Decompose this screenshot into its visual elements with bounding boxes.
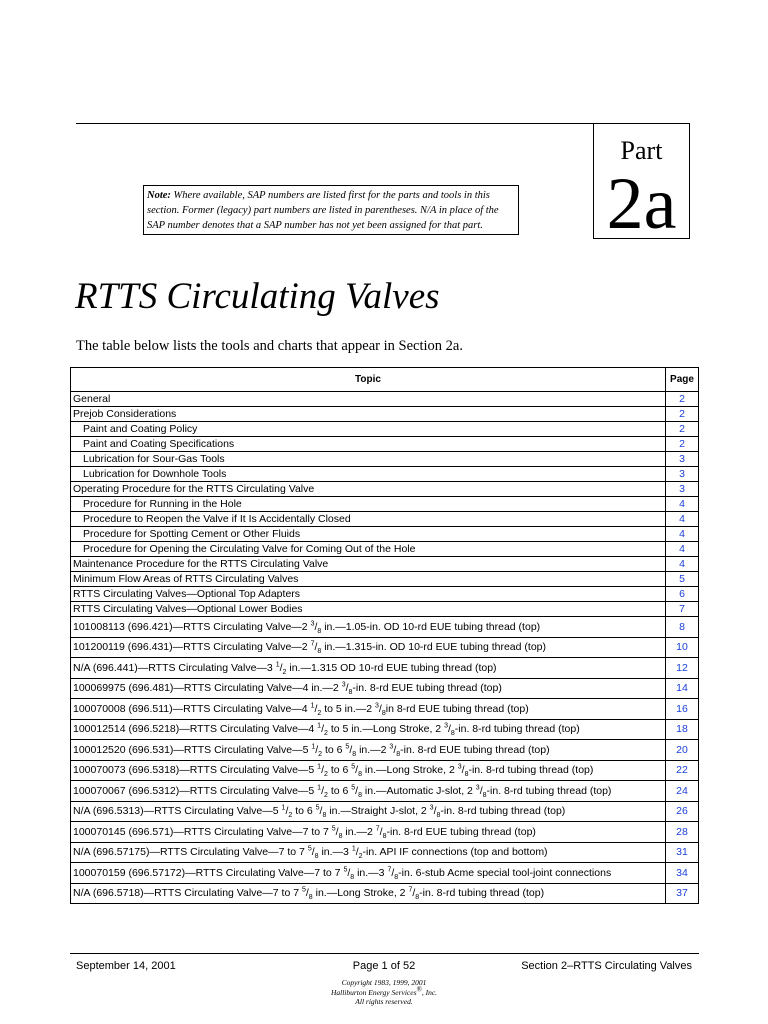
page-link[interactable]: 6 bbox=[666, 587, 699, 602]
topic-text: 100070067 (696.5312)—RTTS Circulating Valve—5 bbox=[73, 784, 318, 797]
fraction-numerator: 1 bbox=[311, 743, 316, 751]
fraction-denominator: 8 bbox=[317, 648, 322, 656]
topic-text: -in. API IF connections (top and bottom) bbox=[362, 846, 548, 859]
table-row bbox=[71, 863, 699, 884]
fraction-numerator: 5 bbox=[307, 845, 312, 853]
page-link[interactable]: 24 bbox=[666, 781, 699, 802]
fraction-denominator: 2 bbox=[288, 812, 293, 820]
fraction-numerator: 1 bbox=[317, 722, 322, 730]
table-row bbox=[71, 617, 699, 638]
fraction-numerator: 5 bbox=[331, 825, 336, 833]
fraction-denominator: 8 bbox=[436, 812, 441, 820]
page-link[interactable]: 4 bbox=[666, 542, 699, 557]
fraction-denominator: 8 bbox=[382, 832, 387, 840]
copyright-line-2 bbox=[0, 985, 768, 998]
topic-text: N/A (696.57175)—RTTS Circulating Valve—7 to 7 bbox=[73, 846, 308, 859]
topic-cell: N/A (696.5718)—RTTS Circulating Valve—7 to 7 $^5/_8$ in.—Long Stroke, 2 $^7/_8-in$. 8-rd tubing thread (top) bbox=[71, 883, 666, 904]
fraction-numerator: 5 bbox=[351, 763, 356, 771]
topic-cell bbox=[71, 392, 666, 407]
fraction-denominator: 8 bbox=[482, 791, 487, 799]
intro-text: The table below lists the tools and charts that appear in Section 2a. bbox=[76, 338, 463, 354]
note-box bbox=[143, 185, 519, 235]
table-row bbox=[71, 557, 699, 572]
fraction-denominator: 8 bbox=[358, 771, 362, 779]
page-link[interactable]: 4 bbox=[666, 512, 699, 527]
copyright bbox=[0, 978, 768, 1007]
table-row bbox=[71, 452, 699, 467]
topic-cell: 100069975 (696.481)—RTTS Circulating Valve—4 in.—2 $^3/_8-in$. 8-rd EUE tubing thread (top) bbox=[71, 678, 666, 699]
topic-text: in.—1.315 OD 10-rd EUE tubing thread (top) bbox=[286, 661, 497, 674]
topic-text: in 8-rd EUE tubing thread (top) bbox=[385, 702, 529, 715]
table-body bbox=[71, 392, 699, 904]
topic-cell bbox=[71, 587, 666, 602]
page-link[interactable]: 2 bbox=[666, 437, 699, 452]
topic-cell: 100070067 (696.5312)—RTTS Circulating Valve—5 $^1/_2$ to 6 $^5/_8$ in.—Automatic J-slot, 2 $^3/_8-in$. 8-rd tubing thread (top) bbox=[71, 781, 666, 802]
topic-cell: 100070159 (696.57172)—RTTS Circulating Valve—7 to 7 $^5/_8$ in.—3 $^7/_8-in$. 6-stub Acme special tool-joint connections bbox=[71, 863, 666, 884]
topic-cell: N/A (696.441)—RTTS Circulating Valve—3 $^1/_2$ in.—1.315 OD 10-rd EUE tubing thread (top) bbox=[71, 658, 666, 679]
topic-text: 100070073 (696.5318)—RTTS Circulating Valve—5 bbox=[73, 764, 318, 777]
table-row bbox=[71, 842, 699, 863]
fraction-numerator: 5 bbox=[315, 804, 320, 812]
page-link[interactable]: 22 bbox=[666, 760, 699, 781]
fraction-numerator: 1 bbox=[281, 804, 286, 812]
page-link[interactable]: 18 bbox=[666, 719, 699, 740]
table-row bbox=[71, 602, 699, 617]
page-header: Page bbox=[666, 368, 699, 392]
fraction-numerator: 1 bbox=[351, 845, 356, 853]
topic-cell bbox=[71, 482, 666, 497]
fraction-denominator: 8 bbox=[308, 894, 313, 902]
table-row bbox=[71, 482, 699, 497]
table-row bbox=[71, 822, 699, 843]
topic-text: to 6 bbox=[322, 743, 346, 756]
fraction-denominator: 2 bbox=[282, 668, 287, 676]
fraction-numerator: 1 bbox=[310, 702, 315, 710]
fraction-numerator: 3 bbox=[475, 784, 480, 792]
topic-cell bbox=[71, 452, 666, 467]
fraction-denominator: 2 bbox=[324, 771, 328, 779]
topic-text: in.—Long Stroke, 2 bbox=[362, 764, 458, 777]
table-row bbox=[71, 699, 699, 720]
copyright-company: Halliburton Energy Services bbox=[330, 987, 417, 997]
topic-text: -in. 8-rd EUE tubing thread (top) bbox=[386, 825, 536, 838]
topic-text: in.—2 bbox=[342, 825, 376, 838]
page-link[interactable]: 2 bbox=[666, 392, 699, 407]
page-link[interactable]: 37 bbox=[666, 883, 699, 904]
topic-text: Procedure for Running in the Hole bbox=[83, 498, 242, 510]
page-link[interactable]: 4 bbox=[666, 497, 699, 512]
table-row bbox=[71, 740, 699, 761]
topic-text: in.—1.05-in. OD 10-rd EUE tubing thread (top) bbox=[321, 620, 541, 633]
page-link[interactable]: 28 bbox=[666, 822, 699, 843]
topic-text: Minimum Flow Areas of RTTS Circulating Valves bbox=[73, 573, 299, 585]
page-link[interactable]: 20 bbox=[666, 740, 699, 761]
fraction-denominator: 8 bbox=[348, 689, 353, 697]
topic-header: Topic bbox=[71, 368, 666, 392]
page-link[interactable]: 4 bbox=[666, 557, 699, 572]
fraction-denominator: 8 bbox=[450, 730, 455, 738]
part-box bbox=[593, 123, 690, 245]
topic-cell: 100012520 (696.531)—RTTS Circulating Valve—5 $^1/_2$ to 6 $^5/_8$ in.—2 $^3/_8-in$. 8-rd EUE tubing thread (top) bbox=[71, 740, 666, 761]
fraction-numerator: 5 bbox=[343, 866, 348, 874]
table-row bbox=[71, 407, 699, 422]
topic-text: Operating Procedure for the RTTS Circulating Valve bbox=[73, 483, 315, 495]
topic-text: in.—Long Stroke, 2 bbox=[312, 887, 409, 900]
fraction-numerator: 3 bbox=[310, 620, 315, 628]
table-row bbox=[71, 437, 699, 452]
page-link[interactable]: 3 bbox=[666, 452, 699, 467]
fraction-numerator: 7 bbox=[375, 825, 380, 833]
table-row bbox=[71, 801, 699, 822]
topic-cell: 101200119 (696.431)—RTTS Circulating Valve—2 $^7/_8$ in.—1.315-in. OD 10-rd EUE tubing thread (top) bbox=[71, 637, 666, 658]
topic-text: -in. 8-rd tubing thread (top) bbox=[468, 764, 594, 777]
topic-cell bbox=[71, 542, 666, 557]
topic-text: 100070008 (696.511)—RTTS Circulating Valve—4 bbox=[73, 702, 311, 715]
topic-text: 100070159 (696.57172)—RTTS Circulating Valve—7 to 7 bbox=[73, 866, 344, 879]
topic-text: 101200119 (696.431)—RTTS Circulating Valve—2 bbox=[73, 641, 311, 654]
note-text: Where available, SAP numbers are listed first for the parts and tools in this section. Former (legacy) part numbers are listed in parentheses. N/A in place of the SAP number denotes that a SAP number has not yet been assigned for that part. bbox=[147, 190, 499, 231]
topic-text: -in. 8-rd tubing thread (top) bbox=[454, 723, 580, 736]
page-link[interactable]: 3 bbox=[666, 482, 699, 497]
page-link[interactable]: 7 bbox=[666, 602, 699, 617]
table-row bbox=[71, 497, 699, 512]
fraction-numerator: 7 bbox=[387, 866, 392, 874]
fraction-denominator: 8 bbox=[352, 750, 357, 758]
topic-text: in.—Straight J-slot, 2 bbox=[326, 805, 430, 818]
note-lead: Note: bbox=[147, 190, 171, 201]
topic-text: to 5 in.—2 bbox=[321, 702, 375, 715]
topic-text: Procedure for Spotting Cement or Other Fluids bbox=[83, 528, 301, 540]
table-row bbox=[71, 392, 699, 407]
page-link[interactable]: 14 bbox=[666, 678, 699, 699]
fraction-numerator: 5 bbox=[351, 784, 356, 792]
topic-text: 101008113 (696.421)—RTTS Circulating Valve—2 bbox=[73, 620, 311, 633]
topic-cell bbox=[71, 422, 666, 437]
top-rule bbox=[76, 123, 594, 124]
topic-text: N/A (696.441)—RTTS Circulating Valve—3 bbox=[73, 661, 276, 674]
fraction-numerator: 3 bbox=[429, 804, 434, 812]
fraction-numerator: 3 bbox=[389, 743, 394, 751]
table-row bbox=[71, 467, 699, 482]
table-row bbox=[71, 760, 699, 781]
topic-text: 100069975 (696.481)—RTTS Circulating Valve—4 in.—2 bbox=[73, 682, 342, 695]
table-row bbox=[71, 422, 699, 437]
page-link[interactable]: 2 bbox=[666, 422, 699, 437]
topic-text: Prejob Considerations bbox=[73, 408, 177, 420]
fraction-numerator: 1 bbox=[317, 763, 322, 771]
topic-text: Procedure for Opening the Circulating Valve for Coming Out of the Hole bbox=[83, 543, 416, 555]
page-link[interactable]: 34 bbox=[666, 863, 699, 884]
topic-text: Lubrication for Downhole Tools bbox=[83, 468, 227, 480]
topic-text: RTTS Circulating Valves—Optional Lower Bodies bbox=[73, 603, 303, 615]
table-row bbox=[71, 572, 699, 587]
table-header-row bbox=[71, 368, 699, 392]
topic-cell: 100070008 (696.511)—RTTS Circulating Valve—4 $^1/_2$ to 5 in.—2 $^3/_8in$ 8-rd EUE tubing thread (top) bbox=[71, 699, 666, 720]
fraction-numerator: 3 bbox=[341, 681, 346, 689]
topic-text: N/A (696.5313)—RTTS Circulating Valve—5 bbox=[73, 805, 282, 818]
page-link[interactable]: 4 bbox=[666, 527, 699, 542]
topic-cell: 100070145 (696.571)—RTTS Circulating Valve—7 to 7 $^5/_8$ in.—2 $^7/_8-in$. 8-rd EUE tubing thread (top) bbox=[71, 822, 666, 843]
page-link[interactable]: 8 bbox=[666, 617, 699, 638]
topic-cell bbox=[71, 527, 666, 542]
table-row bbox=[71, 527, 699, 542]
table-row bbox=[71, 512, 699, 527]
fraction-denominator: 2 bbox=[324, 791, 328, 799]
topic-text: in.—2 bbox=[356, 743, 390, 756]
topic-cell: 101008113 (696.421)—RTTS Circulating Valve—2 $^3/_8$ in.—1.05-in. OD 10-rd EUE tubing thread (top) bbox=[71, 617, 666, 638]
registered-mark: ® bbox=[416, 985, 422, 993]
topic-cell bbox=[71, 602, 666, 617]
topic-text: to 5 in.—Long Stroke, 2 bbox=[327, 723, 445, 736]
fraction-denominator: 8 bbox=[314, 853, 319, 861]
fraction-numerator: 3 bbox=[375, 702, 379, 710]
topic-cell: N/A (696.57175)—RTTS Circulating Valve—7 to 7 $^5/_8$ in.—3 $^1/_2-in$. API IF connections (top and bottom) bbox=[71, 842, 666, 863]
copyright-suffix: , Inc. bbox=[421, 987, 438, 997]
fraction-denominator: 8 bbox=[350, 873, 355, 881]
copyright-line-1: Copyright 1983, 1999, 2001 bbox=[341, 978, 427, 987]
topic-text: Paint and Coating Specifications bbox=[83, 438, 235, 450]
table-row bbox=[71, 658, 699, 679]
topic-text: -in. 8-rd tubing thread (top) bbox=[419, 887, 545, 900]
topic-text: -in. 8-rd EUE tubing thread (top) bbox=[400, 743, 550, 756]
fraction-numerator: 3 bbox=[444, 722, 448, 730]
footer-section: Section 2–RTTS Circulating Valves bbox=[521, 960, 692, 972]
topic-text: Maintenance Procedure for the RTTS Circulating Valve bbox=[73, 558, 329, 570]
table-row bbox=[71, 587, 699, 602]
fraction-numerator: 5 bbox=[345, 743, 350, 751]
table-row bbox=[71, 542, 699, 557]
fraction-denominator: 8 bbox=[381, 709, 386, 717]
topic-cell bbox=[71, 557, 666, 572]
topic-text: Lubrication for Sour-Gas Tools bbox=[83, 453, 225, 465]
page-link[interactable]: 5 bbox=[666, 572, 699, 587]
table-row bbox=[71, 883, 699, 904]
topic-cell bbox=[71, 437, 666, 452]
topic-text: -in. 8-rd EUE tubing thread (top) bbox=[352, 682, 502, 695]
topic-text: -in. 8-rd tubing thread (top) bbox=[440, 805, 566, 818]
table-row bbox=[71, 781, 699, 802]
topic-text: in.—1.315-in. OD 10-rd EUE tubing thread (top) bbox=[321, 641, 546, 654]
topic-cell: N/A (696.5313)—RTTS Circulating Valve—5 $^1/_2$ to 6 $^5/_8$ in.—Straight J-slot, 2 $^3/_8-in$. 8-rd tubing thread (top) bbox=[71, 801, 666, 822]
copyright-line-3: All rights reserved. bbox=[355, 997, 413, 1006]
topic-text: Paint and Coating Policy bbox=[83, 423, 198, 435]
fraction-denominator: 8 bbox=[464, 771, 469, 779]
fraction-denominator: 8 bbox=[415, 894, 420, 902]
topic-cell bbox=[71, 497, 666, 512]
page-link[interactable]: 2 bbox=[666, 407, 699, 422]
table-row bbox=[71, 678, 699, 699]
fraction-numerator: 1 bbox=[317, 784, 322, 792]
page-title: RTTS Circulating Valves bbox=[75, 276, 440, 317]
topic-table bbox=[70, 367, 699, 904]
fraction-denominator: 8 bbox=[322, 812, 327, 820]
topic-text: 100012514 (696.5218)—RTTS Circulating Valve—4 bbox=[73, 723, 318, 736]
topic-text: N/A (696.5718)—RTTS Circulating Valve—7 to 7 bbox=[73, 887, 302, 900]
part-label: Part bbox=[620, 136, 663, 165]
fraction-numerator: 1 bbox=[275, 661, 280, 669]
fraction-numerator: 3 bbox=[457, 763, 462, 771]
footer-date: September 14, 2001 bbox=[76, 960, 176, 972]
table-row bbox=[71, 637, 699, 658]
fraction-denominator: 8 bbox=[396, 750, 401, 758]
page-link[interactable]: 16 bbox=[666, 699, 699, 720]
topic-text: -in. 8-rd tubing thread (top) bbox=[486, 784, 612, 797]
fraction-numerator: 7 bbox=[310, 640, 315, 648]
topic-cell: 100012514 (696.5218)—RTTS Circulating Valve—4 $^1/_2$ to 5 in.—Long Stroke, 2 $^3/_8-in$. 8-rd tubing thread (top) bbox=[71, 719, 666, 740]
topic-cell: 100070073 (696.5318)—RTTS Circulating Valve—5 $^1/_2$ to 6 $^5/_8$ in.—Long Stroke, 2 $^3/_8-in$. 8-rd tubing thread (top) bbox=[71, 760, 666, 781]
topic-cell bbox=[71, 407, 666, 422]
footer-page-number: Page 1 of 52 bbox=[352, 960, 416, 972]
topic-text: to 6 bbox=[327, 764, 352, 777]
page-link[interactable]: 31 bbox=[666, 842, 699, 863]
topic-text: RTTS Circulating Valves—Optional Top Adapters bbox=[73, 588, 301, 600]
topic-text: to 6 bbox=[292, 805, 316, 818]
fraction-denominator: 2 bbox=[317, 709, 322, 717]
page-link[interactable]: 10 bbox=[666, 637, 699, 658]
fraction-denominator: 8 bbox=[338, 832, 343, 840]
topic-cell bbox=[71, 572, 666, 587]
topic-text: -in. 6-stub Acme special tool-joint connections bbox=[398, 866, 612, 879]
fraction-denominator: 8 bbox=[394, 873, 399, 881]
page-link[interactable]: 3 bbox=[666, 467, 699, 482]
topic-text: in.—3 bbox=[354, 866, 388, 879]
topic-text: in.—Automatic J-slot, 2 bbox=[362, 784, 476, 797]
fraction-denominator: 2 bbox=[324, 730, 328, 738]
page-link[interactable]: 26 bbox=[666, 801, 699, 822]
fraction-denominator: 8 bbox=[317, 627, 322, 635]
topic-cell bbox=[71, 467, 666, 482]
topic-text: General bbox=[73, 393, 111, 405]
fraction-numerator: 7 bbox=[408, 886, 413, 894]
topic-text: in.—3 bbox=[318, 846, 352, 859]
page-link[interactable]: 12 bbox=[666, 658, 699, 679]
footer-rule bbox=[70, 953, 699, 954]
topic-text: to 6 bbox=[327, 784, 352, 797]
topic-text: 100012520 (696.531)—RTTS Circulating Valve—5 bbox=[73, 743, 312, 756]
fraction-denominator: 2 bbox=[358, 853, 363, 861]
part-number: 2a bbox=[606, 163, 677, 245]
fraction-numerator: 5 bbox=[301, 886, 306, 894]
fraction-denominator: 2 bbox=[318, 750, 323, 758]
topic-text: Procedure to Reopen the Valve if It Is Accidentally Closed bbox=[83, 513, 351, 525]
topic-cell bbox=[71, 512, 666, 527]
topic-text: 100070145 (696.571)—RTTS Circulating Valve—7 to 7 bbox=[73, 825, 332, 838]
fraction-denominator: 8 bbox=[358, 791, 362, 799]
table-row bbox=[71, 719, 699, 740]
